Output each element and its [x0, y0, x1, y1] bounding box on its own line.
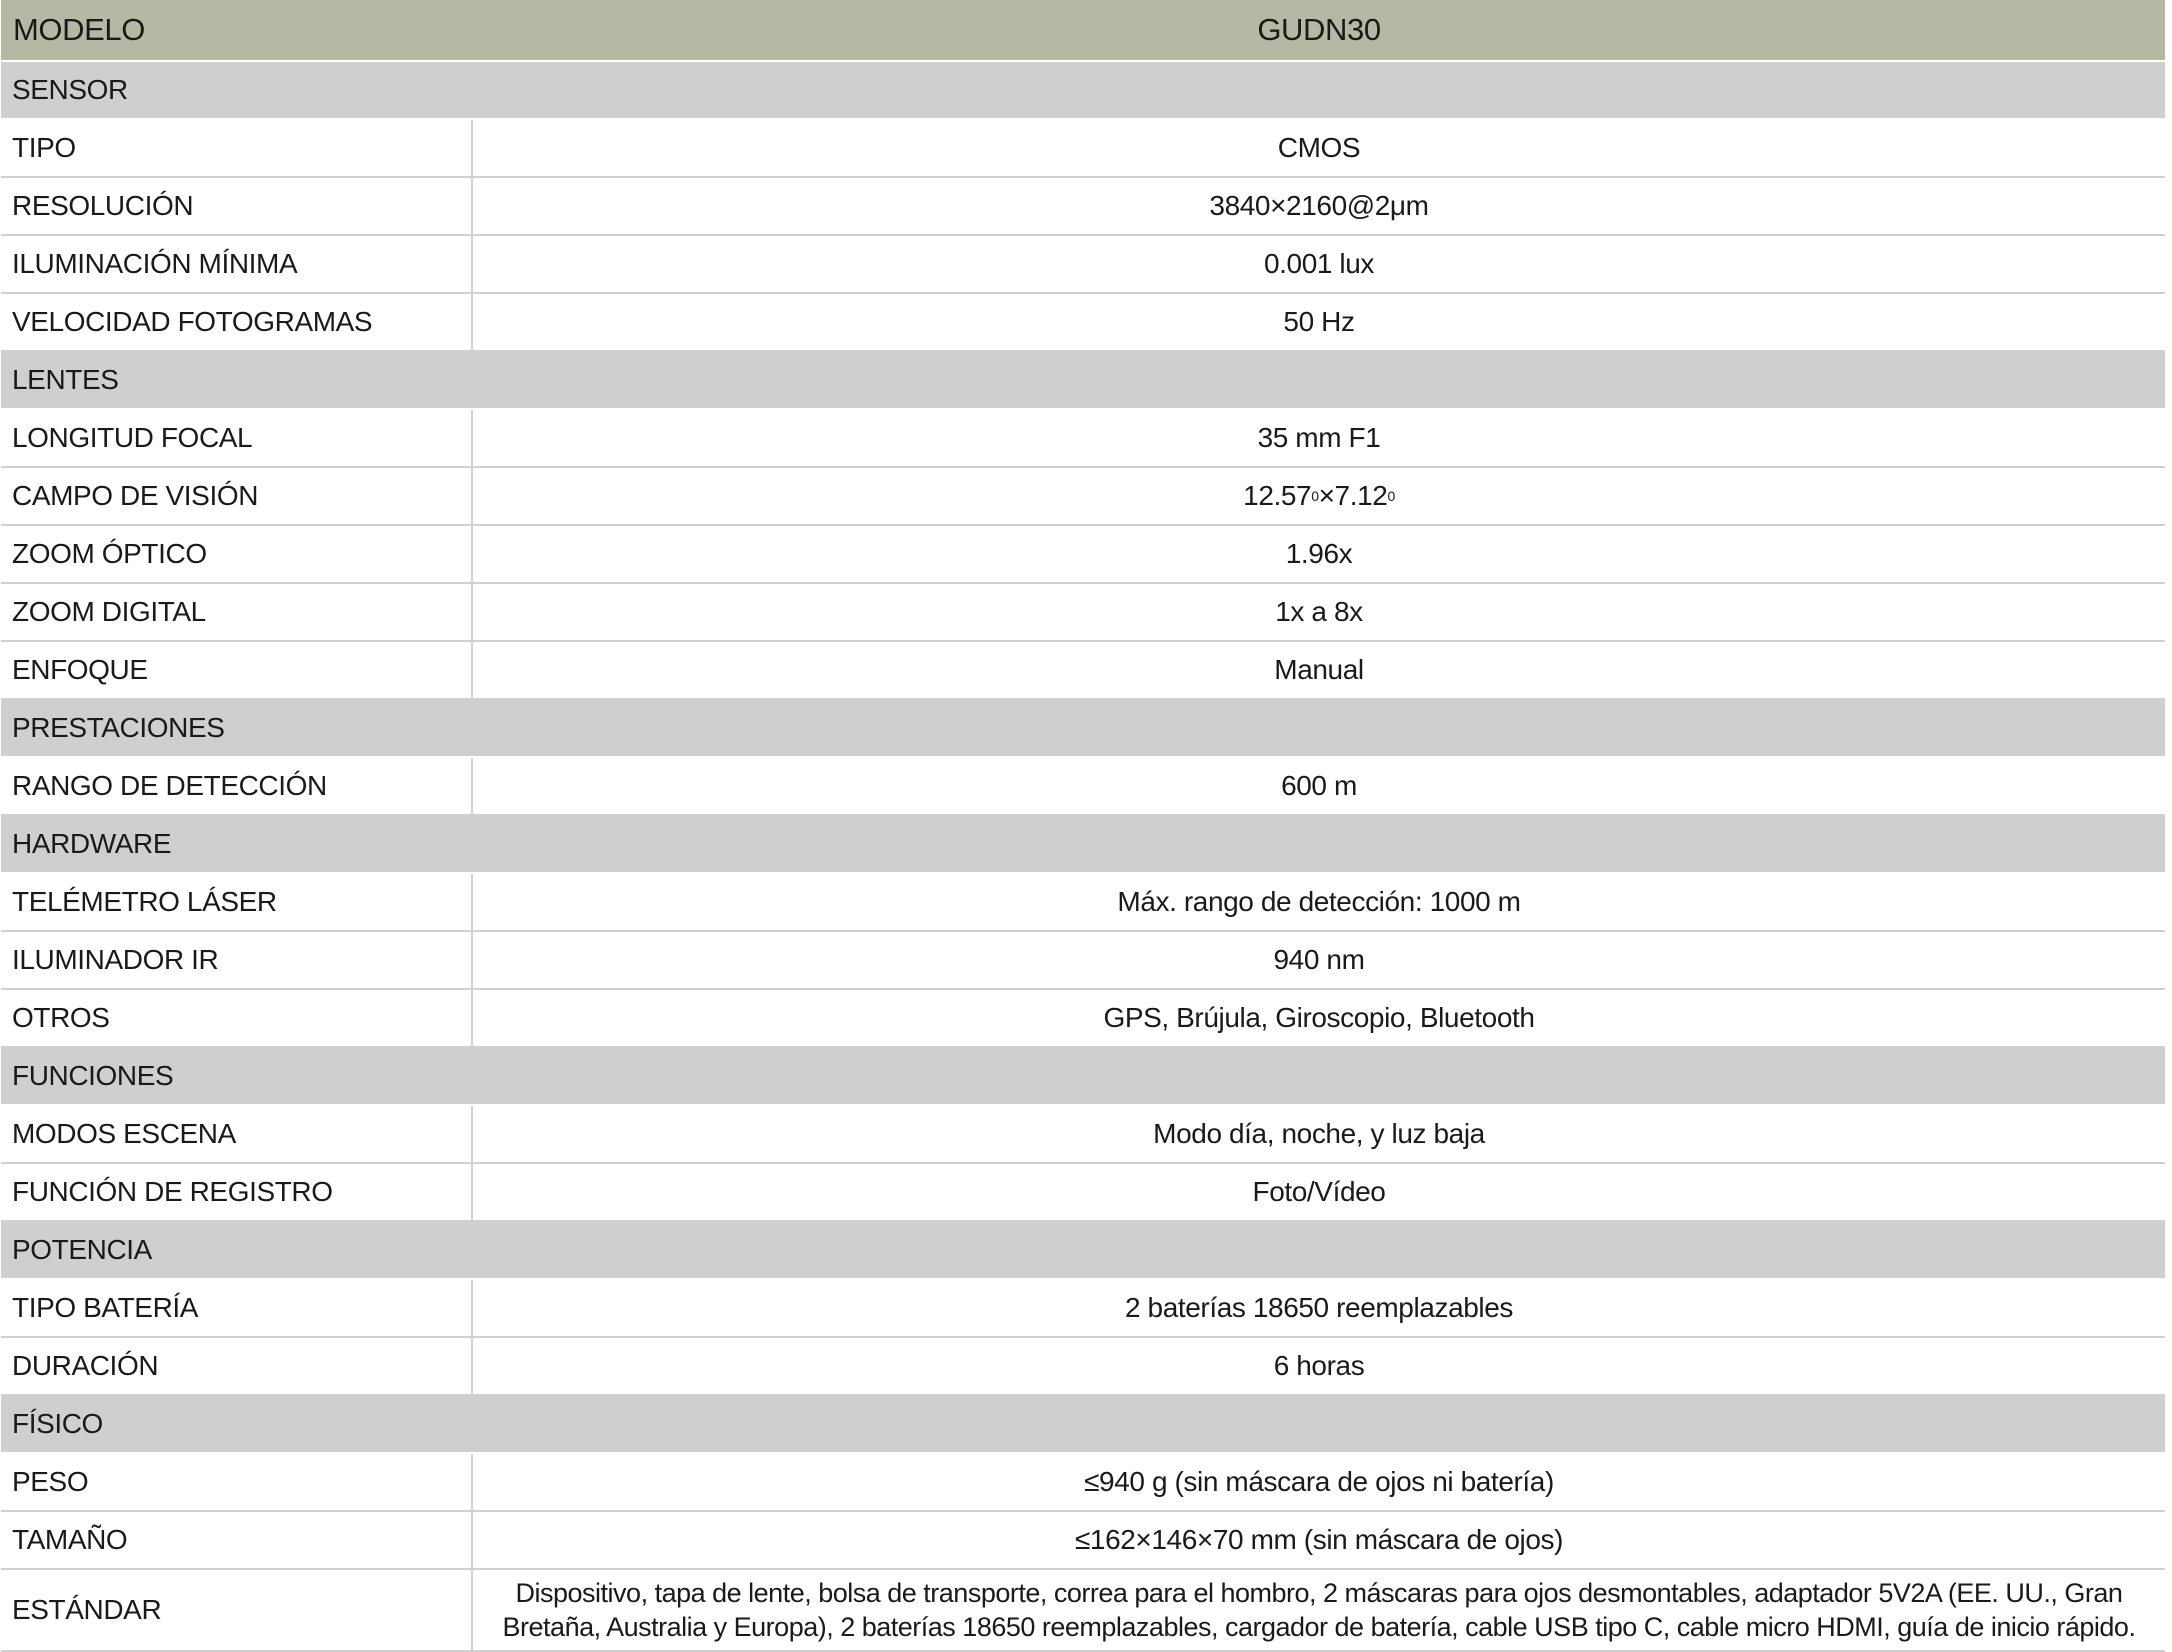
section-hardware — [1, 816, 2165, 874]
section-title: HARDWARE — [12, 828, 172, 859]
spec-label: ENFOQUE — [1, 642, 473, 698]
spec-row — [1, 1512, 2165, 1570]
spec-row — [1, 990, 2165, 1048]
spec-label: RANGO DE DETECCIÓN — [1, 758, 473, 814]
spec-label: RESOLUCIÓN — [1, 178, 473, 234]
section-title: FUNCIONES — [12, 1060, 174, 1091]
spec-row — [1, 294, 2165, 352]
fov-vertical: ×7.12 — [1318, 480, 1388, 511]
spec-value: Foto/Vídeo — [1252, 1176, 1386, 1207]
spec-row — [1, 120, 2165, 178]
spec-label: ILUMINACIÓN MÍNIMA — [1, 236, 473, 292]
section-funciones — [1, 1048, 2165, 1106]
spec-label: LONGITUD FOCAL — [1, 410, 473, 466]
spec-row — [1, 1570, 2165, 1652]
model-label: MODELO — [13, 12, 145, 47]
spec-value: Manual — [1274, 654, 1364, 685]
spec-row — [1, 932, 2165, 990]
spec-table — [1, 0, 2165, 1652]
fov-horizontal: 12.57 — [1243, 480, 1312, 511]
spec-row — [1, 178, 2165, 236]
spec-value: 600 m — [1281, 770, 1357, 801]
table-header-row — [1, 0, 2165, 62]
spec-label: TELÉMETRO LÁSER — [1, 874, 473, 930]
spec-value: ≤940 g (sin máscara de ojos ni batería) — [1084, 1466, 1554, 1497]
spec-label: TIPO BATERÍA — [1, 1280, 473, 1336]
spec-row — [1, 642, 2165, 700]
section-title: POTENCIA — [12, 1234, 152, 1265]
spec-label: PESO — [1, 1454, 473, 1510]
spec-value: 50 Hz — [1283, 306, 1355, 337]
spec-label: FUNCIÓN DE REGISTRO — [1, 1164, 473, 1220]
spec-label: ILUMINADOR IR — [1, 932, 473, 988]
spec-row — [1, 1454, 2165, 1512]
spec-row — [1, 468, 2165, 526]
spec-value: Dispositivo, tapa de lente, bolsa de transporte, correa para el hombro, 2 máscaras para ojos desmontables, adaptador 5V2A (EE. UU., Gran Bretaña, Australia y Europa), 2 baterías 18650 reemplazables, cargador de batería, cable USB tipo C, cable micro HDMI, guía de inicio rápido. — [502, 1578, 2136, 1642]
spec-value: 35 mm F1 — [1257, 422, 1381, 453]
spec-value: Modo día, noche, y luz baja — [1153, 1118, 1485, 1149]
section-sensor — [1, 62, 2165, 120]
spec-value: GPS, Brújula, Giroscopio, Bluetooth — [1103, 1002, 1535, 1033]
spec-label: TIPO — [1, 120, 473, 176]
spec-row — [1, 1164, 2165, 1222]
spec-value: 6 horas — [1273, 1350, 1365, 1381]
spec-row — [1, 1280, 2165, 1338]
spec-row — [1, 1338, 2165, 1396]
spec-label: ZOOM ÓPTICO — [1, 526, 473, 582]
section-title: PRESTACIONES — [12, 712, 225, 743]
spec-value: ≤162×146×70 mm (sin máscara de ojos) — [1074, 1524, 1564, 1555]
spec-row — [1, 236, 2165, 294]
section-prestaciones — [1, 700, 2165, 758]
spec-row — [1, 410, 2165, 468]
section-potencia — [1, 1222, 2165, 1280]
spec-label: TAMAÑO — [1, 1512, 473, 1568]
spec-value: 1.96x — [1285, 538, 1353, 569]
spec-row — [1, 758, 2165, 816]
spec-value: 2 baterías 18650 reemplazables — [1124, 1292, 1514, 1323]
spec-row — [1, 1106, 2165, 1164]
spec-value: 0.001 lux — [1263, 248, 1375, 279]
spec-label: CAMPO DE VISIÓN — [1, 468, 473, 524]
section-fisico — [1, 1396, 2165, 1454]
spec-value: 12.57 0 ×7.12 0 — [1243, 480, 1395, 511]
section-lentes — [1, 352, 2165, 410]
spec-value: 3840×2160@2μm — [1209, 190, 1429, 221]
spec-value: CMOS — [1277, 132, 1361, 163]
model-value: GUDN30 — [1257, 12, 1381, 47]
section-title: FÍSICO — [12, 1408, 103, 1439]
spec-label: OTROS — [1, 990, 473, 1046]
spec-value: 1x a 8x — [1275, 596, 1363, 627]
spec-label: ESTÁNDAR — [1, 1570, 473, 1650]
spec-label: VELOCIDAD FOTOGRAMAS — [1, 294, 473, 350]
spec-label: ZOOM DIGITAL — [1, 584, 473, 640]
spec-value: Máx. rango de detección: 1000 m — [1117, 886, 1521, 917]
spec-row — [1, 526, 2165, 584]
spec-label: DURACIÓN — [1, 1338, 473, 1394]
section-title: LENTES — [12, 364, 119, 395]
spec-row — [1, 874, 2165, 932]
spec-label: MODOS ESCENA — [1, 1106, 473, 1162]
section-title: SENSOR — [12, 74, 128, 105]
spec-row — [1, 584, 2165, 642]
spec-value: 940 nm — [1273, 944, 1365, 975]
